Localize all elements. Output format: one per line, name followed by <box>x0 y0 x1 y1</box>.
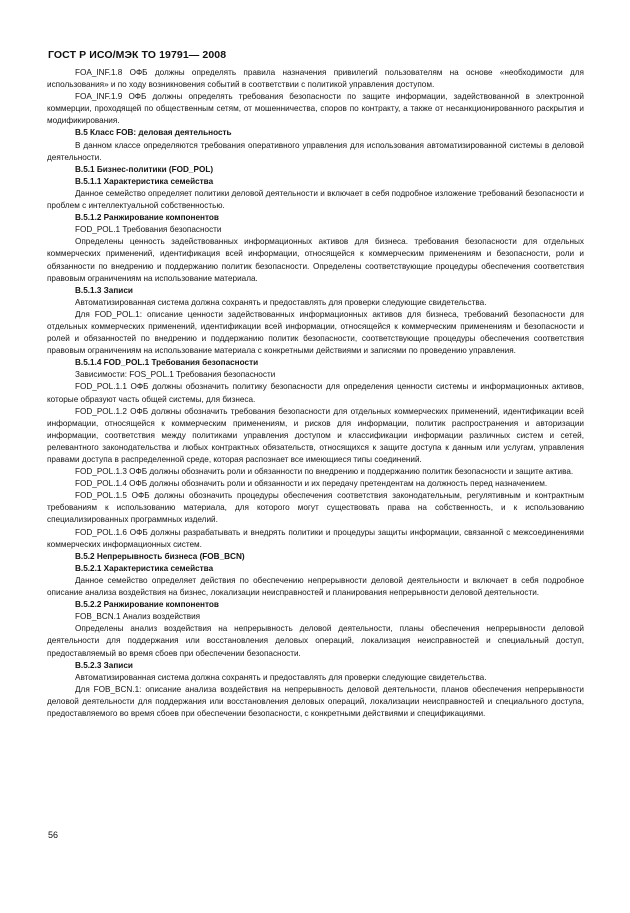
paragraph: Определены анализ воздействия на непрерывность деловой деятельности, планы обеспечения непрерывности деловой деятельности для поддержания или восстановления деловых операций, локализация неисправностей и специальный доступ, предоставляемый во время сбоев при обеспечении безопасности. <box>47 624 584 658</box>
page-number: 56 <box>48 830 59 840</box>
document-body <box>47 67 584 720</box>
paragraph: Автоматизированная система должна сохранять и предоставлять для проверки следующие свидетельства. <box>75 297 487 307</box>
section-heading: В.5.2.1 Характеристика семейства <box>75 563 214 573</box>
paragraph: Для FOD_POL.1: описание ценности задействованных информационных активов для бизнеса, требований безопасности для отдельных коммерческих применений, идентификации всей информации, относящейся к коммерческим применениям и безопасности и ролей и обязанностей по внедрению и поддержанию политик безопасности, соответствующие процедуры обеспечения соответствия правовым ограничениям на использование материала с конкретными действиями и записями по проведению управления. <box>47 309 584 356</box>
section-heading: В.5.1.4 FOD_POL.1 Требования безопасности <box>75 358 259 368</box>
paragraph: Зависимости: FOS_POL.1 Требования безопасности <box>75 370 276 380</box>
paragraph: FOD_POL.1.6 ОФБ должны разрабатывать и внедрять политики и процедуры защиты информации, связанной с межсоединениями коммерческих информационных систем. <box>47 527 584 549</box>
paragraph: FOD_POL.1.5 ОФБ должны обозначить процедуры обеспечения соответствия законодательным, регулятивным и контрактным требованиям к использованию материала, для которого могут существовать права на собственность, и к использованию специализированных программных изделий. <box>47 491 584 525</box>
paragraph: Определены ценность задействованных информационных активов для бизнеса. требования безопасности для отдельных коммерческих применений, идентификация всей информации, относящейся к коммерческим применениям и безопасности, роли и обязанности по внедрению и поддержанию политик безопасности. Определены соответствующие процедуры обеспечения соответствия правовым ограничениям на использование материала. <box>47 237 584 283</box>
section-heading: В.5 Класс FOB: деловая деятельность <box>75 128 232 138</box>
paragraph: FOA_INF.1.8 ОФБ должны определять правила назначения привилегий пользователям на основе «необходимости для использования» и по ходу возникновения событий в соответствии с политикой управления доступом. <box>47 68 584 90</box>
section-heading: В.5.2.3 Записи <box>75 660 133 670</box>
paragraph: FOD_POL.1.1 ОФБ должны обозначить политику безопасности для определения ценности системы и информационных активов, которые образуют часть общей системы, для бизнеса. <box>47 382 584 404</box>
paragraph: FOD_POL.1 Требования безопасности <box>75 225 222 235</box>
paragraph: FOA_INF.1.9 ОФБ должны определять требования безопасности по защите информации, задействованной в электронной коммерции, проходящей по общественным сетям, от мошенничества, споров по контракту, а также от несанкционированного раскрытия и модификирования. <box>47 92 584 126</box>
paragraph: Автоматизированная система должна сохранять и предоставлять для проверки следующие свидетельства. <box>75 672 487 682</box>
section-heading: В.5.1.2 Ранжирование компонентов <box>75 213 219 223</box>
section-heading: В.5.1 Бизнес-политики (FOD_POL) <box>75 164 214 174</box>
paragraph: FOD_POL.1.4 ОФБ должны обозначить роли и обязанности и их передачу претендентам на должность перед назначением. <box>75 479 548 489</box>
document-header: ГОСТ Р ИСО/МЭК ТО 19791— 2008 <box>48 49 227 61</box>
section-heading: В.5.1.3 Записи <box>75 285 133 295</box>
section-heading: В.5.2.2 Ранжирование компонентов <box>75 600 219 610</box>
section-heading: В.5.2 Непрерывность бизнеса (FOB_BCN) <box>75 551 245 561</box>
paragraph: FOD_POL.1.3 ОФБ должны обозначить роли и обязанности по внедрению и поддержанию политик безопасности и защите актива. <box>75 467 574 477</box>
paragraph: FOB_BCN.1 Анализ воздействия <box>75 612 201 622</box>
paragraph: Для FOB_BCN.1: описание анализа воздействия на непрерывность деловой деятельности, планов обеспечения непрерывности деловой деятельности для поддержания или восстановления деловых операций, локализации неисправностей и специального доступа, предоставляемого во время сбоев при обеспечении безопасности, с конкретными действиями и спецификациями. <box>47 684 584 718</box>
paragraph: Данное семейство определяет политики деловой деятельности и включает в себя подробное изложение требований безопасности и проблем с интеллектуальной собственностью. <box>47 188 584 211</box>
paragraph: Данное семейство определяет действия по обеспечению непрерывности деловой деятельности и включает в себя подробное описание анализа воздействия на бизнес, локализации неисправностей и планирования непрерывности деловой деятельности. <box>47 575 584 598</box>
section-heading: В.5.1.1 Характеристика семейства <box>75 176 214 186</box>
paragraph: FOD_POL.1.2 ОФБ должны обозначить требования безопасности для отдельных коммерческих применений, идентификации всей информации, относящейся к коммерческим применениям, и рисков для информации, политик распространения и авторизации информации, соответствия между политиками управления доступом и классификации информации различных систем и сетей, релевантного законодательства и любых контрактных обязательств, относящихся к защите доступа к данным или услугам, управления правами доступа в распределенной среде, которая распознает все имеющиеся типы соединений. <box>47 406 584 464</box>
paragraph: В данном классе определяются требования оперативного управления для использования автоматизированной системы в деловой деятельности. <box>47 140 584 162</box>
